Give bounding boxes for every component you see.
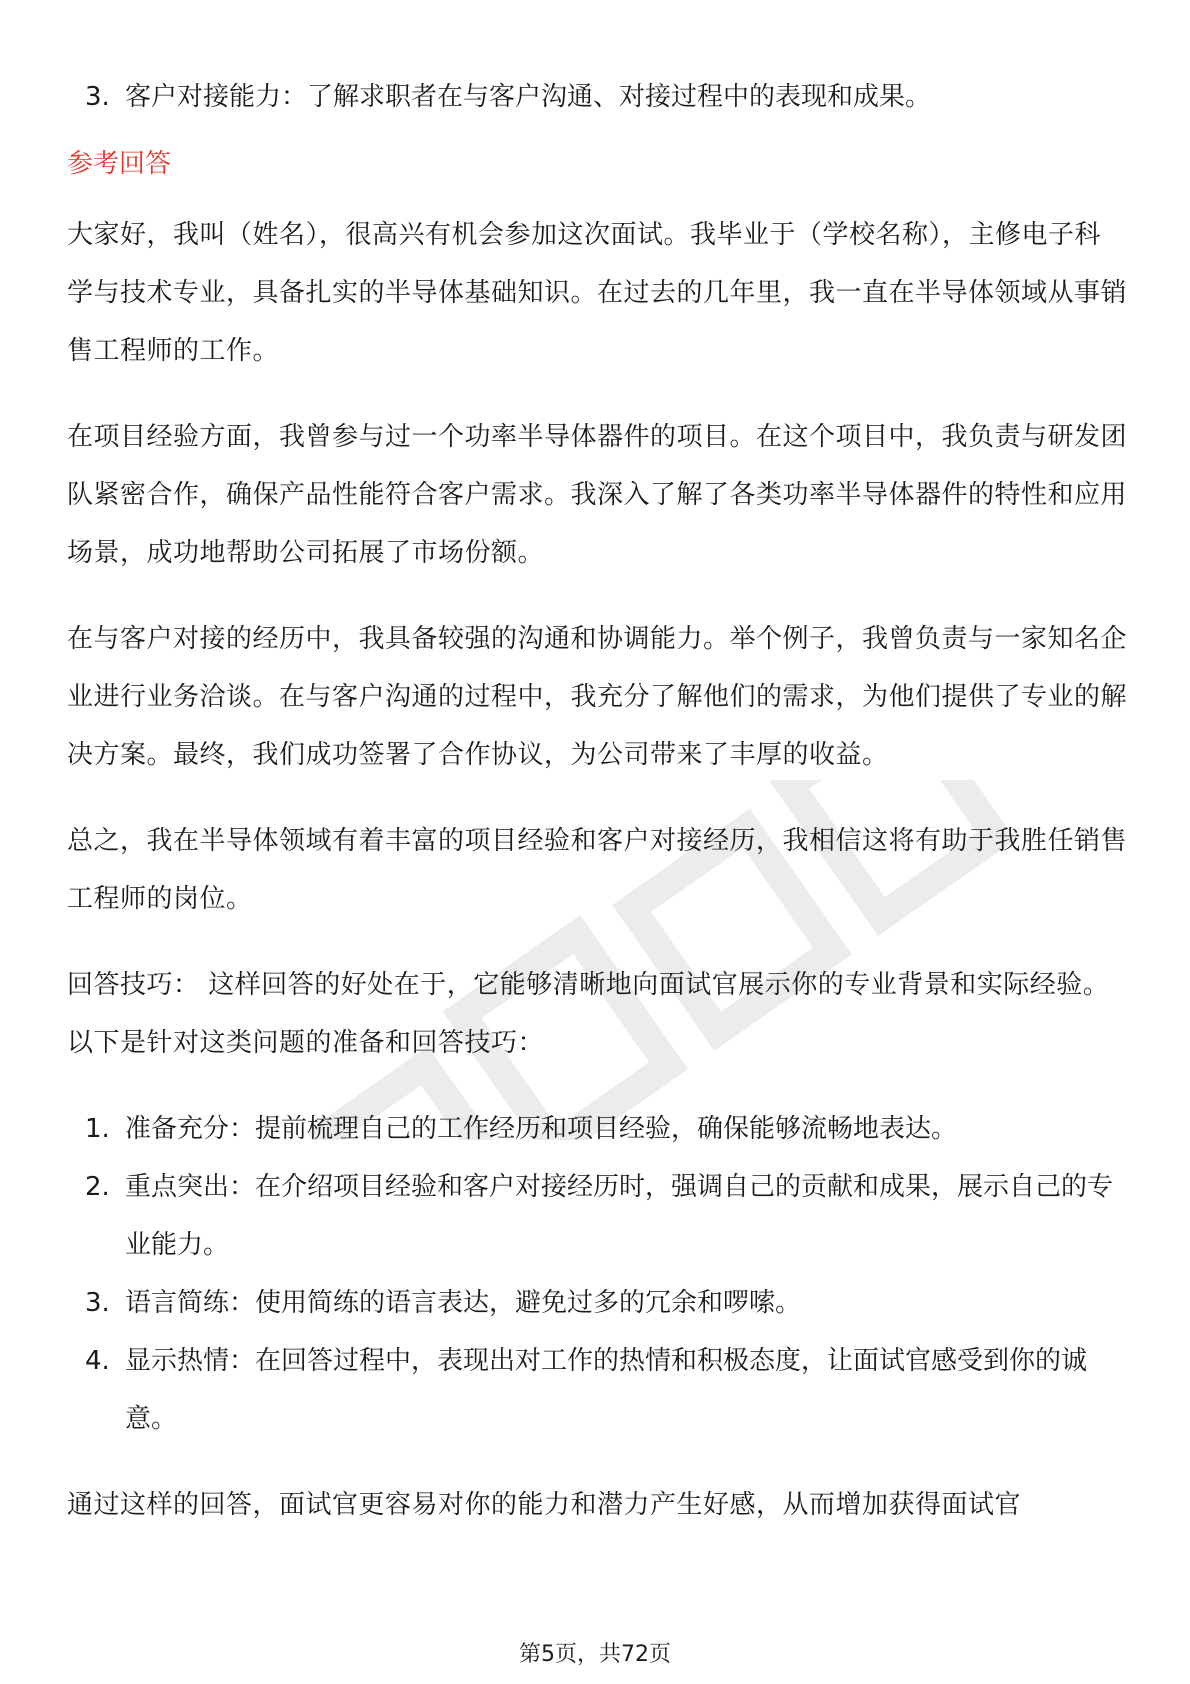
list-item bbox=[67, 1158, 1127, 1274]
list-item bbox=[67, 1274, 1127, 1332]
top-list-item bbox=[67, 68, 1127, 126]
list-number: 2. bbox=[85, 1172, 110, 1202]
paragraph-summary: 总之，我在半导体领域有着丰富的项目经验和客户对接经历，我相信这将有助于我胜任销售工程师的岗位。 bbox=[67, 826, 1128, 914]
paragraph-project: 在项目经验方面，我曾参与过一个功率半导体器件的项目。在这个项目中，我负责与研发团队紧密合作，确保产品性能符合客户需求。我深入了解了各类功率半导体器件的特性和应用场景，成功地帮助公司拓展了市场份额。 bbox=[67, 422, 1128, 568]
paragraph-intro: 大家好，我叫（姓名），很高兴有机会参加这次面试。我毕业于（学校名称），主修电子科学与技术专业，具备扎实的半导体基础知识。在过去的几年里，我一直在半导体领域从事销售工程师的工作。 bbox=[67, 220, 1128, 366]
paragraph-client: 在与客户对接的经历中，我具备较强的沟通和协调能力。举个例子，我曾负责与一家知名企业进行业务洽谈。在与客户沟通的过程中，我充分了解他们的需求，为他们提供了专业的解决方案。最终，我们成功签署了合作协议，为公司带来了丰厚的收益。 bbox=[67, 624, 1128, 770]
list-text: 客户对接能力：了解求职者在与客户沟通、对接过程中的表现和成果。 bbox=[125, 82, 932, 112]
list-number: 3. bbox=[85, 82, 110, 112]
list-number: 1. bbox=[85, 1114, 110, 1144]
paragraph-closing: 通过这样的回答，面试官更容易对你的能力和潜力产生好感，从而增加获得面试官 bbox=[67, 1490, 1022, 1520]
list-item bbox=[67, 1332, 1127, 1448]
section-heading: 参考回答 bbox=[67, 149, 172, 179]
list-number: 4. bbox=[85, 1346, 110, 1376]
paragraph-tips-intro: 回答技巧： 这样回答的好处在于，它能够清晰地向面试官展示你的专业背景和实际经验。以下是针对这类问题的准备和回答技巧： bbox=[67, 970, 1110, 1058]
tips-list bbox=[67, 1100, 1127, 1448]
list-text: 显示热情：在回答过程中，表现出对工作的热情和积极态度，让面试官感受到你的诚意。 bbox=[125, 1346, 1088, 1434]
list-number: 3. bbox=[85, 1288, 110, 1318]
list-text: 重点突出：在介绍项目经验和客户对接经历时，强调自己的贡献和成果，展示自己的专业能力。 bbox=[125, 1172, 1114, 1260]
list-text: 准备充分：提前梳理自己的工作经历和项目经验，确保能够流畅地表达。 bbox=[125, 1114, 958, 1144]
list-text: 语言简练：使用简练的语言表达，避免过多的冗余和啰嗦。 bbox=[125, 1288, 802, 1318]
page-number-footer: 第5页，共72页 bbox=[519, 1642, 671, 1667]
document-content bbox=[67, 68, 1127, 1562]
list-item bbox=[67, 1100, 1127, 1158]
